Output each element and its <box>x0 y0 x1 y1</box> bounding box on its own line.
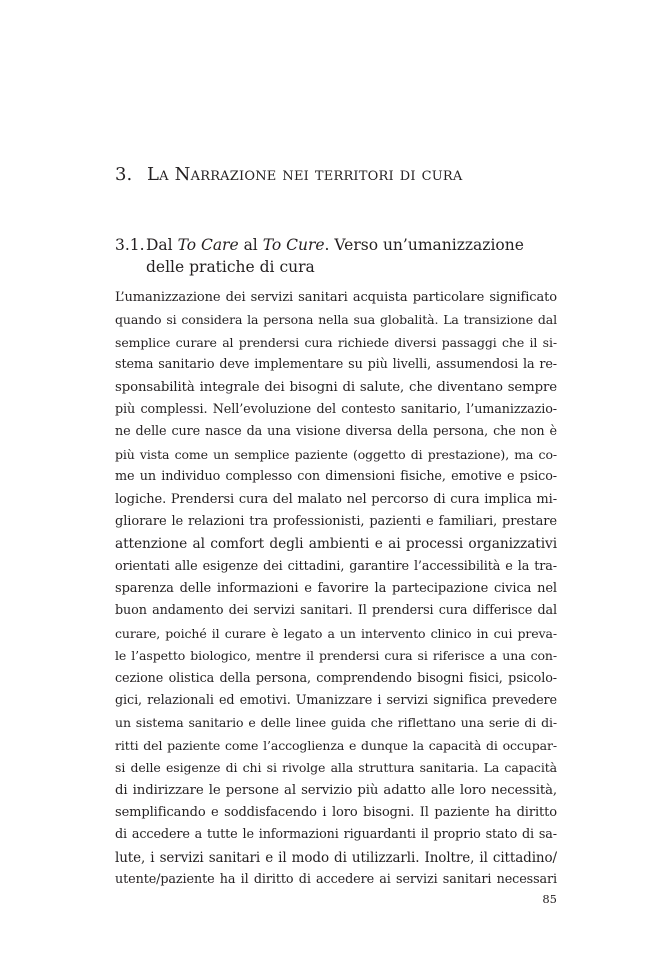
body-line: lute, i servizi sanitari e il modo di utilizzarli. Inoltre, il cittadino/ <box>115 849 557 866</box>
body-line: buon andamento dei servizi sanitari. Il prendersi cura differisce dal <box>115 603 557 619</box>
body-line: L’umanizzazione dei servizi sanitari acquista particolare significato <box>115 290 557 305</box>
section-title-line1 <box>146 234 524 256</box>
body-line: sponsabilità integrale dei bisogni di salute, che diventano sempre <box>115 379 557 395</box>
body-line: si delle esigenze di chi si rivolge alla struttura sanitaria. La capacità <box>115 760 557 776</box>
section-heading <box>115 234 555 278</box>
body-line: ritti del paziente come l’accoglienza e dunque la capacità di occupar- <box>115 737 557 753</box>
section-title-italic-to-care: To Care <box>177 236 239 254</box>
body-line: semplificando e soddisfacendo i loro bisogni. Il paziente ha diritto <box>115 804 557 820</box>
chapter-title: La Narrazione nei territori di cura <box>147 164 463 185</box>
chapter-heading <box>115 163 555 187</box>
body-line: ne delle cure nasce da una visione diversa della persona, che non è <box>115 424 557 440</box>
body-line: più vista come un semplice paziente (oggetto di prestazione), ma co- <box>115 446 557 462</box>
body-line: semplice curare al prendersi cura richiede diversi passaggi che il si- <box>115 334 557 350</box>
body-line: più complessi. Nell’evoluzione del contesto sanitario, l’umanizzazio- <box>115 401 557 417</box>
body-line: le l’aspetto biologico, mentre il prendersi cura si riferisce a una con- <box>115 648 557 664</box>
body-line: gici, relazionali ed emotivi. Umanizzare i servizi significa prevedere <box>115 693 557 709</box>
body-line: gliorare le relazioni tra professionisti, pazienti e familiari, prestare <box>115 513 557 529</box>
body-line: orientati alle esigenze dei cittadini, garantire l’accessibilità e la tra- <box>115 558 557 574</box>
body-line: logiche. Prendersi cura del malato nel percorso di cura implica mi- <box>115 491 557 507</box>
section-title-text: al <box>238 236 263 254</box>
body-line: di accedere a tutte le informazioni riguardanti il proprio stato di sa- <box>115 827 557 843</box>
body-line: stema sanitario deve implementare su più livelli, assumendosi la re- <box>115 357 557 373</box>
body-line: curare, poiché il curare è legato a un intervento clinico in cui preva- <box>115 625 557 641</box>
section-number: 3.1. <box>115 236 145 254</box>
section-title-text: Dal <box>146 236 178 254</box>
chapter-number: 3. <box>115 164 133 185</box>
body-line: me un individuo complesso con dimensioni fisiche, emotive e psico- <box>115 469 557 485</box>
section-title-italic-to-cure: To Cure <box>262 236 325 254</box>
body-line: quando si considera la persona nella sua globalità. La transizione dal <box>115 312 557 328</box>
page-number: 85 <box>542 892 557 906</box>
body-line: cezione olistica della persona, comprendendo bisogni fisici, psicolo- <box>115 670 557 686</box>
body-line: attenzione al comfort degli ambienti e ai processi organizzativi <box>115 536 557 553</box>
body-line: sparenza delle informazioni e favorire la partecipazione civica nel <box>115 581 557 597</box>
body-line: utente/paziente ha il diritto di accedere ai servizi sanitari necessari <box>115 872 557 888</box>
section-title-text: . Verso un’umanizzazione <box>324 236 524 254</box>
section-title-line2: delle pratiche di cura <box>146 258 315 276</box>
body-paragraph <box>115 287 557 892</box>
body-line: di indirizzare le persone al servizio più adatto alle loro necessità, <box>115 782 557 798</box>
body-line: un sistema sanitario e delle linee guida che riflettano una serie di di- <box>115 715 557 731</box>
